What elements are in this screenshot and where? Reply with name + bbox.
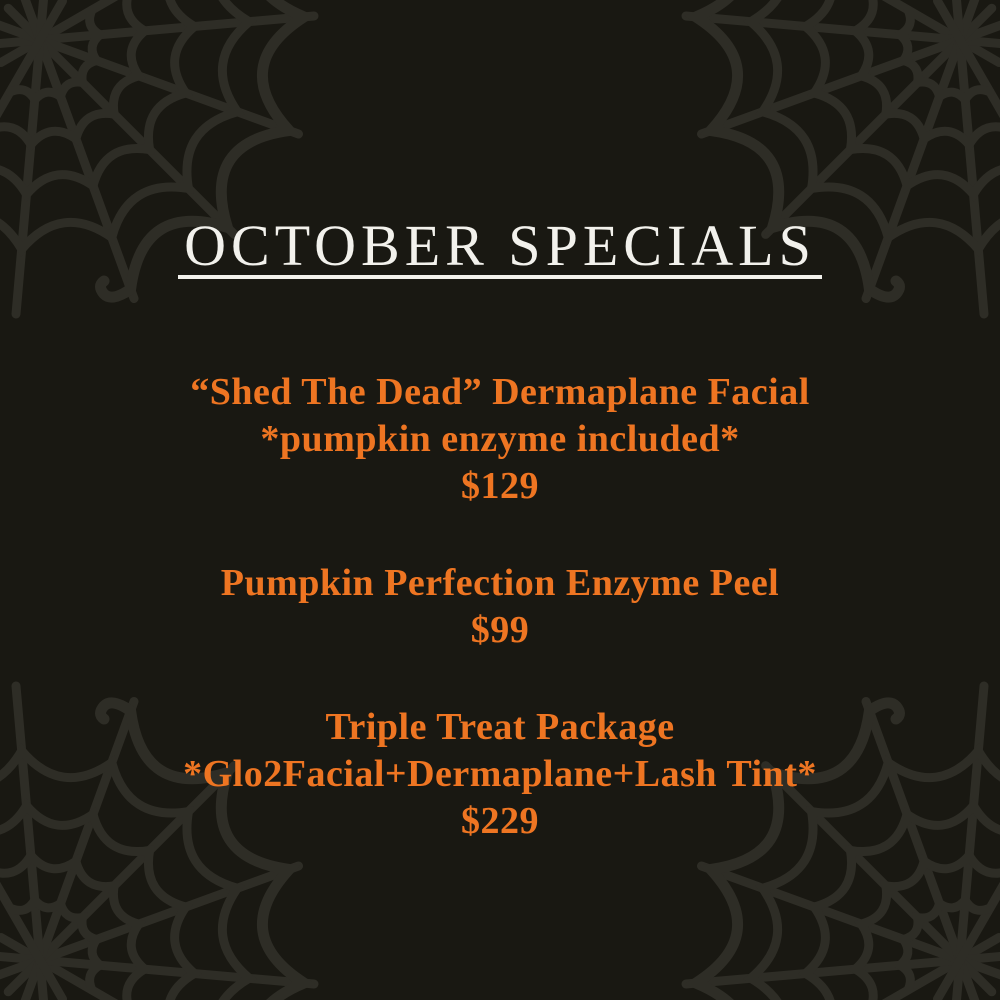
special-price: $129 bbox=[461, 465, 539, 507]
special-item-shed-the-dead bbox=[0, 369, 1000, 510]
special-name: Pumpkin Perfection Enzyme Peel bbox=[220, 562, 780, 604]
page-title-text: OCTOBER SPECIALS bbox=[178, 217, 822, 279]
special-price: $99 bbox=[470, 609, 530, 651]
special-item-pumpkin-perfection bbox=[0, 560, 1000, 654]
specials-list bbox=[0, 369, 1000, 845]
special-name: “Shed The Dead” Dermaplane Facial bbox=[190, 371, 810, 413]
special-note: *pumpkin enzyme included* bbox=[260, 418, 740, 460]
special-note: *Glo2Facial+Dermaplane+Lash Tint* bbox=[183, 753, 817, 795]
special-name: Triple Treat Package bbox=[325, 706, 675, 748]
special-item-triple-treat bbox=[0, 704, 1000, 845]
page-title bbox=[0, 213, 1000, 279]
special-price: $229 bbox=[461, 800, 539, 842]
